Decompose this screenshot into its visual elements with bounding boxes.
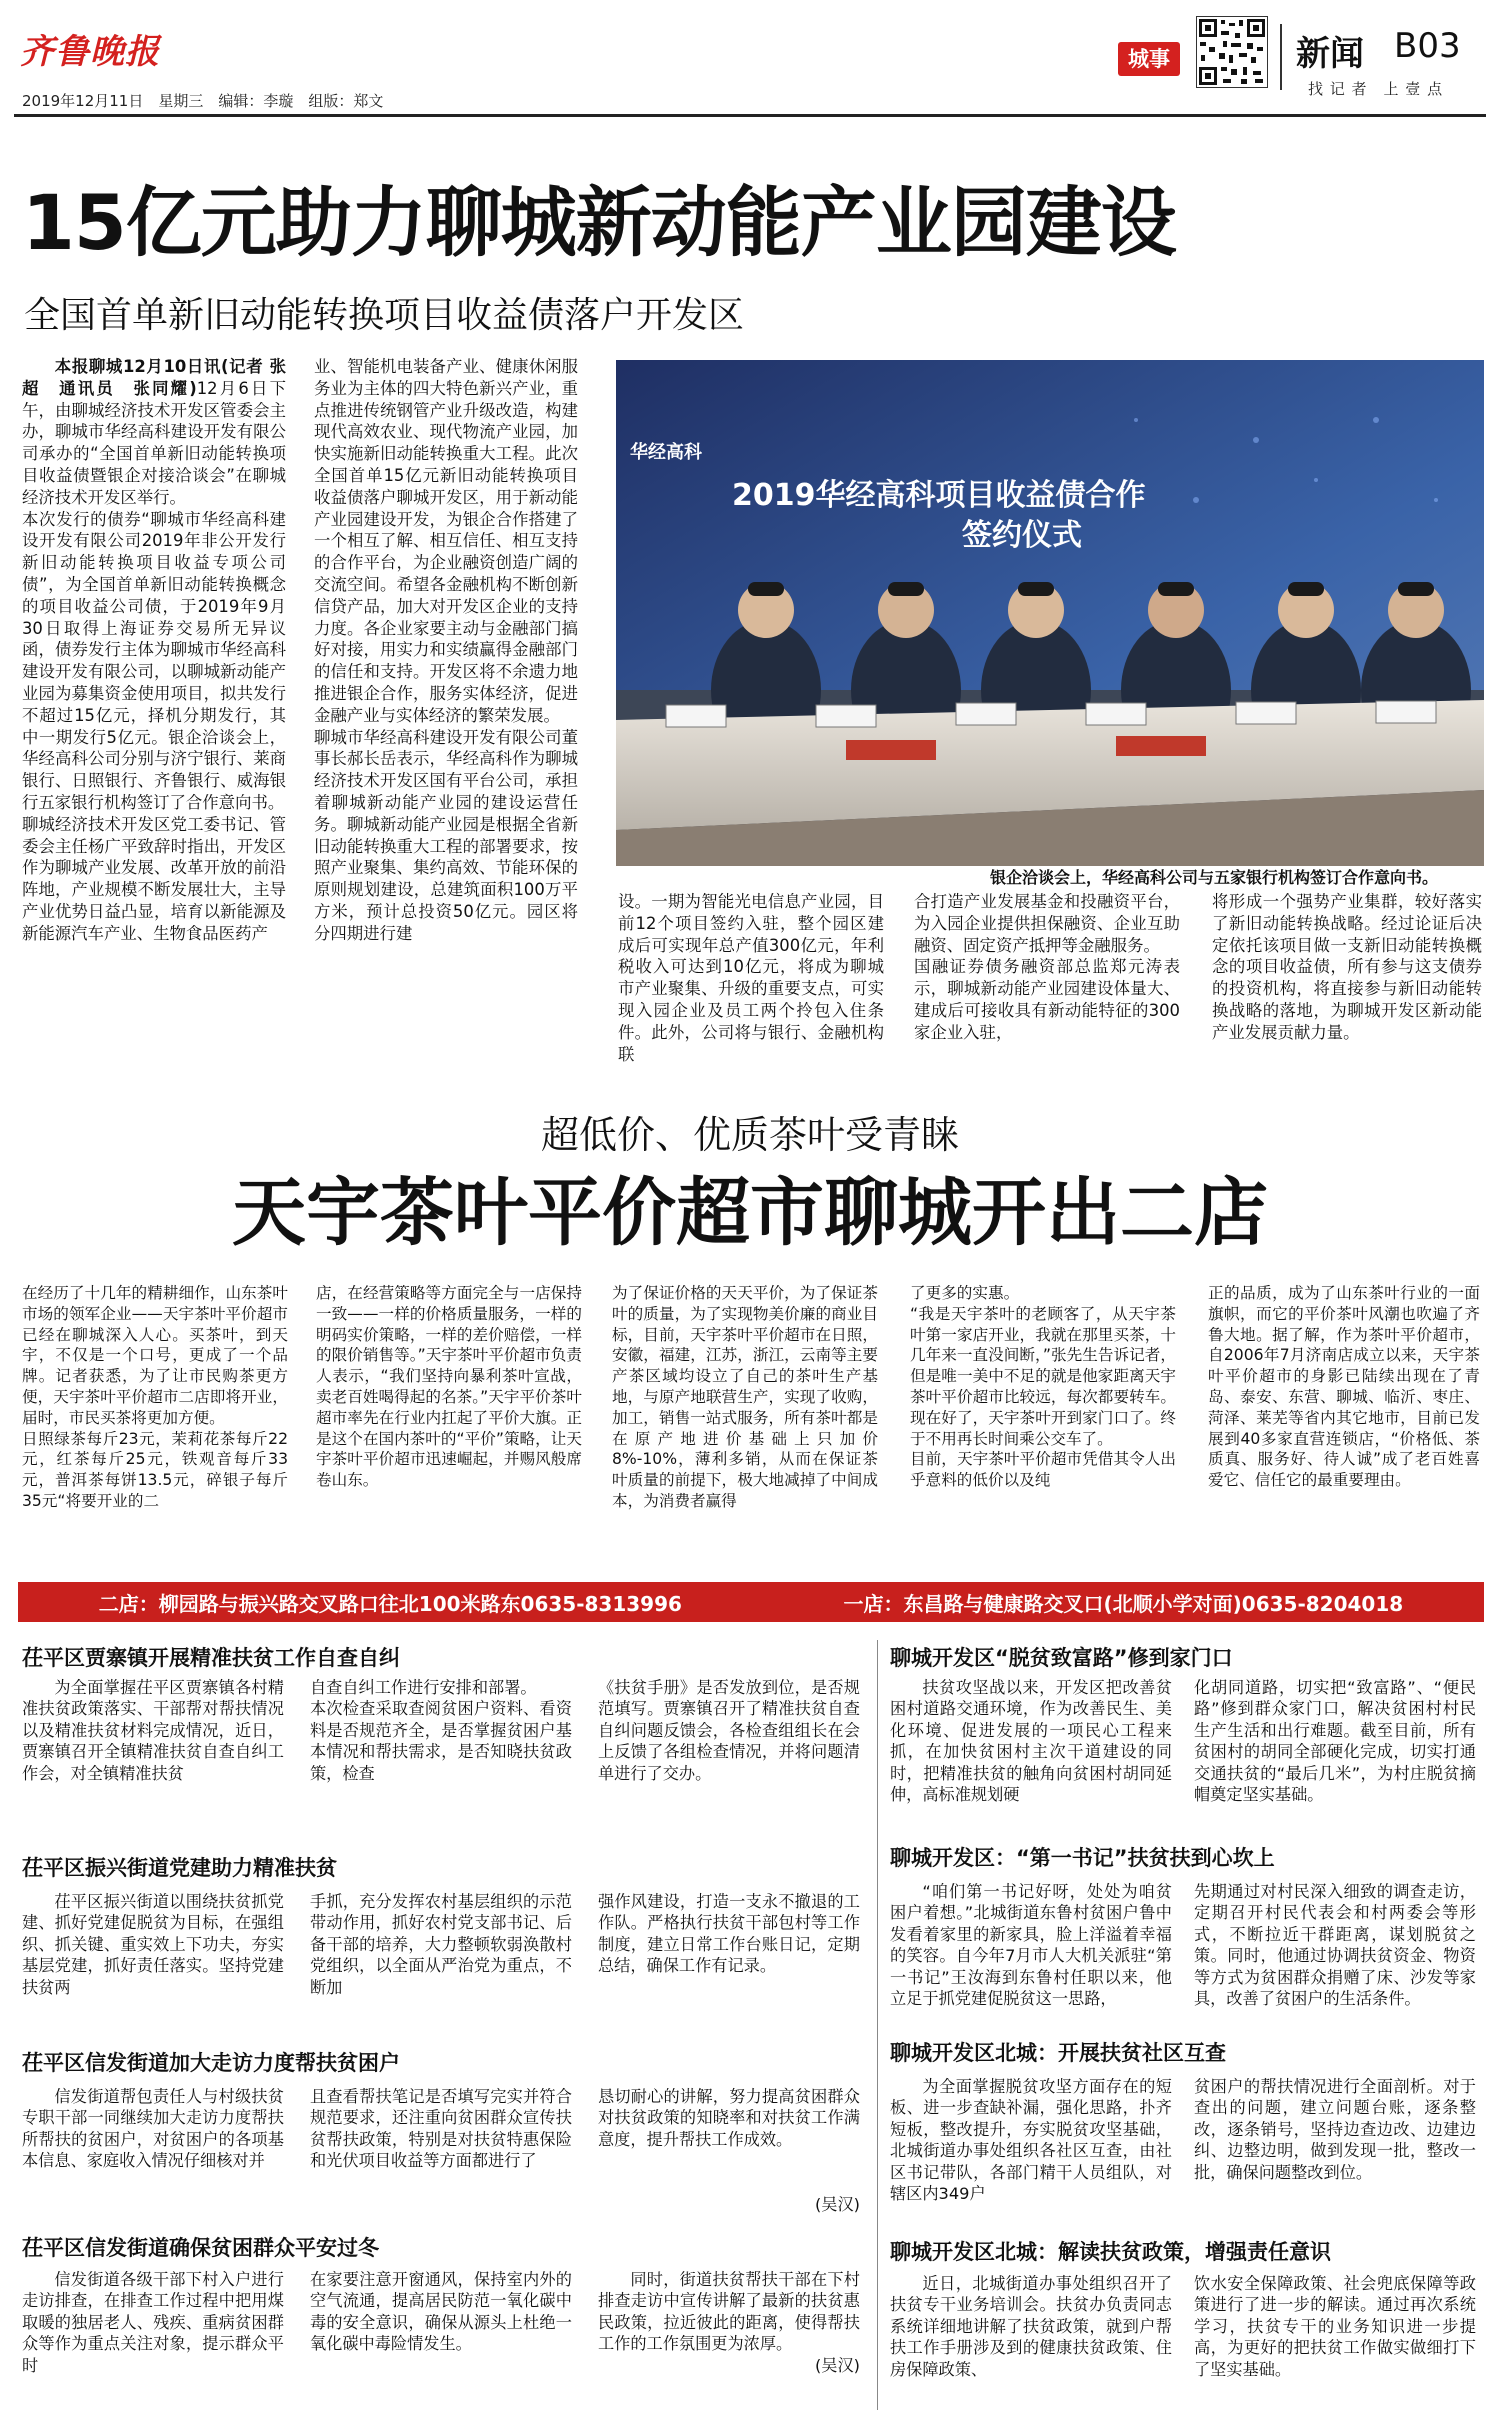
store-1-address: 一店：东昌路与健康路交叉口(北顺小学对面)0635-8204018: [843, 1591, 1404, 1616]
article1-col5: [1212, 891, 1482, 1085]
brief-col: 贫困户的帮扶情况进行全面剖析。对于查出的问题，建立问题台账，逐条整改，逐条销号，坚持边查边改、边建边纠、边整边明，做到发现一批，整改一批，确保问题整改到位。: [1194, 2077, 1476, 2182]
article1-lead: 本报聊城12月10日讯(记者 张超 通讯员 张同耀): [22, 357, 286, 398]
section-tag: 城事: [1118, 42, 1180, 76]
brief-col: 恳切耐心的讲解，努力提高贫困群众对扶贫政策的知晓率和对扶贫工作满意度，提升帮扶工作成效。: [598, 2087, 860, 2149]
brief-col: 扶贫攻坚战以来，开发区把改善贫困村道路交通环境，作为改善民生、美化环境、促进发展的一项民心工程来抓，在加快贫困村主次干道建设的同时，把精准扶贫的触角向贫困村胡同延伸，高标准规划硬: [890, 1678, 1172, 1805]
brief-title: 茌平区贾寨镇开展精准扶贫工作自查自纠: [22, 1646, 400, 1670]
section-title: 新闻: [1296, 34, 1364, 74]
brief-col: 为全面掌握茌平区贾寨镇各村精准扶贫政策落实、干部帮对帮扶情况以及精准扶贫材料完成情况，近日，贾寨镇召开全镇精准扶贫自查自纠工作会，对全镇精准扶贫: [22, 1678, 284, 1783]
brief-col: 为全面掌握脱贫攻坚方面存在的短板、进一步查缺补漏，强化思路，扑齐短板，整改提升，夯实脱贫攻坚基础，北城街道办事处组织各社区互查，由社区书记带队，各部门精干人员组队，对辖区内349户: [890, 2077, 1172, 2204]
article1-col2: [314, 356, 578, 1086]
brief-left-1: [22, 1643, 862, 1807]
article1-col1: [22, 356, 286, 1086]
brief-col: “咱们第一书记好呀，处处为咱贫困户着想。”北城街道东鲁村贫困户鲁中发看着家里的新家具，脸上洋溢着幸福的笑容。自今年7月市人大机关派驻“第一书记”王汝海到东鲁村任职以来，他立足于抓党建促脱贫这一思路，: [890, 1882, 1172, 2009]
brief-col: 先期通过对村民深入细致的调查走访，定期召开村民代表会和村两委会等形式，不断拉近干群距离，谋划脱贫之策。同时，他通过协调扶贫资金、物资等方式为贫困群众捐赠了床、沙发等家具，改善了贫困户的生活条件。: [1194, 1882, 1476, 2009]
brief-col: 手抓，充分发挥农村基层组织的示范带动作用，抓好农村党支部书记、后备干部的培养，大力整顿软弱涣散村党组织，以全面从严治党为重点，不断加: [310, 1892, 572, 1997]
article2-col3: [612, 1283, 878, 1575]
brief-right-2: [890, 1843, 1484, 2031]
photo-caption: 银企洽谈会上，华经高科公司与五家银行机构签订合作意向书。: [990, 868, 1439, 887]
byline: (吴汉): [814, 2195, 860, 2214]
brief-col: 信发街道帮包责任人与村级扶贫专职干部一同继续加大走访力度帮扶所帮扶的贫困户，对贫困户的各项基本信息、家庭收入情况仔细核对并: [22, 2087, 284, 2171]
byline: (吴汉): [814, 2356, 860, 2375]
article1-headline: 15亿元助力聊城新动能产业园建设: [22, 178, 1176, 267]
brief-col: 《扶贫手册》是否发放到位，是否规范填写。贾寨镇召开了精准扶贫自查自纠问题反馈会，各检查组组长在会上反馈了各组检查情况，并将问题清单进行了交办。: [598, 1678, 860, 1783]
brief-title: 茌平区信发街道加大走访力度帮扶贫困户: [22, 2051, 400, 2075]
article2-col4: [910, 1283, 1176, 1575]
brief-col: 在家要注意开窗通风，保持室内外的空气流通，提高居民防范一氧化碳中毒的安全意识，确保从源头上杜绝一氧化碳中毒险情发生。: [310, 2270, 572, 2354]
article2-col2-text: 店，在经营策略等方面完全与一店保持一致——一样的价格质量服务，一样的明码实价策略，一样的差价赔偿，一样的限价销售等。”天宇茶叶平价超市负责人表示，“我们坚持向暴利茶叶宣战，卖老百姓喝得起的名茶。”天宇平价茶叶超市率先在行业内扛起了平价大旗。正是这个在国内茶叶的“平价”策略，让天宇茶叶平价超市迅速崛起，并赐风般席卷山东。: [316, 1284, 582, 1490]
article1-photo: [616, 360, 1484, 866]
article2-col4-text: 了更多的实惠。 “我是天宇茶叶的老顾客了，从天宇茶叶第一家店开业，我就在那里买茶，十几年来一直没间断，”张先生告诉记者，但是唯一美中不足的就是他家距离天宇茶叶平价超市比较远，每次都要转车。现在好了，天宇茶叶开到家门口了。终于不用再长时间乘公交车了。 目前，天宇茶叶平价超市凭借其令人出乎意料的低价以及纯: [910, 1284, 1176, 1490]
photo-logo: 华经高科: [630, 442, 702, 463]
article1-col5-text: 将形成一个强势产业集群，较好落实了新旧动能转换战略。经过论证后决定依托该项目做一支新旧动能转换概念的项目收益债，所有参与这支债券的投资机构，将直接参与新旧动能转换战略的落地，为聊城开发区新动能产业发展贡献力量。: [1212, 892, 1482, 1042]
brief-left-3: [22, 2048, 862, 2216]
brief-title: 茌平区信发街道确保贫困群众平安过冬: [22, 2236, 379, 2260]
brief-col: 茌平区振兴街道以围绕扶贫抓党建、抓好党建促脱贫为目标，在强组织、抓关键、重实效上下功夫，夯实基层党建，抓好责任落实。坚持党建扶贫两: [22, 1892, 284, 1997]
brief-col: 自查自纠工作进行安排和部署。 本次检查采取查阅贫困户资料、看资料是否规范齐全，是否掌握贫困户基本情况和帮扶需求，是否知晓扶贫政策，检查: [310, 1678, 572, 1783]
brief-col: 饮水安全保障政策、社会兜底保障等政策进行了进一步的解读。通过再次系统学习，扶贫专干的业务知识进一步提高，为更好的把扶贫工作做实做细打下了坚实基础。: [1194, 2274, 1476, 2379]
article1-col2-text: 业、智能机电装备产业、健康休闲服务业为主体的四大特色新兴产业，重点推进传统钢管产业升级改造，构建现代高效农业、现代物流产业园，加快实施新旧动能转换重大工程。此次全国首单15亿元新旧动能转换项目收益债落户聊城开发区，用于新动能产业园建设开发，为银企合作搭建了一个相互了解、相互信任、相互支持的合作平台，为企业融资创造广阔的交流空间。希望各金融机构不断创新信贷产品，加大对开发区企业的支持力度。各企业家要主动与金融部门搞好对接，用实力和实绩赢得金融部门的信任和支持。开发区将不余遗力地推进银企合作，服务实体经济，促进金融产业与实体经济的繁荣发展。 聊城市华经高科建设开发有限公司董事长郝长岳表示，华经高科作为聊城经济技术开发区国有平台公司，承担着聊城新动能产业园的建设运营任务。聊城新动能产业园是根据全省新旧动能转换重大工程的部署要求，按照产业聚集、集约高效、节能环保的原则规划建设，总建筑面积100万平方米，预计总投资50亿元。园区将分四期进行建: [314, 357, 578, 943]
article1-col4-text: 合打造产业发展基金和投融资平台，为入园企业提供担保融资、企业互助融资、固定资产抵押等金融服务。 国融证券债务融资部总监郑元涛表示，聊城新动能产业园建设体量大、建成后可接收具有新动能特征的300家企业入驻，: [914, 892, 1180, 1042]
brief-left-4: [22, 2233, 862, 2399]
brief-title: 聊城开发区北城：解读扶贫政策，增强责任意识: [890, 2240, 1331, 2264]
article1-col4: [914, 891, 1180, 1085]
photo-banner-line2: 签约仪式: [962, 518, 1082, 553]
brief-col: 化胡同道路，切实把“致富路”、“便民路”修到群众家门口，解决贫困村村民生产生活和出行难题。截至目前，所有贫困村的胡同全部硬化完成，切实打通交通扶贫的“最后几米”，为村庄脱贫摘帽奠定坚实基础。: [1194, 1678, 1476, 1805]
article2-headline: 天宇茶叶平价超市聊城开出二店: [232, 1170, 1268, 1256]
brief-title: 聊城开发区北城：开展扶贫社区互查: [890, 2041, 1226, 2065]
article1-col1-text: 12月6日下午，由聊城经济技术开发区管委会主办，聊城市华经高科建设开发有限公司承办的“全国首单新旧动能转换项目收益债暨银企对接洽谈会”在聊城经济技术开发区举行。 本次发行的债券“聊城市华经高科建设开发有限公司2019年非公开发行新旧动能转换项目收益专项公司债”，为全国首单新旧动能转换概念的项目收益公司债，于2019年9月30日取得上海证券交易所无异议函，债券发行主体为聊城市华经高科建设开发有限公司，以聊城新动能产业园为募集资金使用项目，拟共发行不超过15亿元，择机分期发行，其中一期发行5亿元。银企洽谈会上，华经高科公司分别与济宁银行、莱商银行、日照银行、齐鲁银行、威海银行五家银行机构签订了合作意向书。 聊城经济技术开发区党工委书记、管委会主任杨广平致辞时指出，开发区作为聊城产业发展、改革开放的前沿阵地，产业规模不断发展壮大，主导产业优势日益凸显，培育以新能源及新能源汽车产业、生物食品医药产: [22, 378, 286, 943]
article2-col3-text: 为了保证价格的天天平价，为了保证茶叶的质量，为了实现物美价廉的商业目标，目前，天宇茶叶平价超市在日照，安徽，福建，江苏，浙江，云南等主要产茶区域均设立了自己的茶叶生产基地，与原产地联营生产，实现了收购，加工，销售一站式服务，所有茶叶都是在原产地进价基础上只加价8%-10%，薄利多销，从而在保证茶叶质量的前提下，极大地减掉了中间成本，为消费者赢得: [612, 1284, 878, 1510]
dateline: 2019年12月11日 星期三 编辑：李璇 组版：郑文: [22, 92, 384, 110]
page-number: B03: [1394, 26, 1461, 66]
store-address-banner: [18, 1582, 1484, 1622]
article2-col1: [22, 1283, 288, 1575]
article2-col5-text: 正的品质，成为了山东茶叶行业的一面旗帜，而它的平价茶叶风潮也吹遍了齐鲁大地。据了解，作为茶叶平价超市，自2006年7月济南店成立以来，天宇茶叶平价超市的身影已陆续出现在了青岛、泰安、东营、聊城、临沂、枣庄、菏泽、莱芜等省内其它地市，目前已发展到40多家直营连锁店，“价格低、茶质真、服务好、待人诚”成了老百姓喜爱它、信任它的最重要理由。: [1208, 1284, 1480, 1490]
store-2-address: 二店：柳园路与振兴路交叉路口往北100米路东0635-8313996: [98, 1591, 682, 1616]
article2-kicker: 超低价、优质茶叶受青睐: [540, 1113, 959, 1157]
brief-title: 聊城开发区：“第一书记”扶贫扶到心坎上: [890, 1846, 1275, 1870]
article1-col3: [618, 891, 884, 1085]
brief-title: 聊城开发区“脱贫致富路”修到家门口: [890, 1646, 1233, 1670]
qr-code-icon: [1196, 16, 1268, 88]
slogan: 找 记 者 上 壹 点: [1308, 80, 1444, 98]
brief-left-2: [22, 1853, 862, 2021]
brief-col: 同时，街道扶贫帮扶干部在下村排查走访中宣传讲解了最新的扶贫惠民政策，拉近彼此的距离，使得帮扶工作的工作氛围更为浓厚。: [598, 2270, 860, 2354]
photo-banner: 2019华经高科项目收益债合作: [732, 478, 1146, 513]
brief-right-1: [890, 1643, 1484, 1827]
brief-title: 茌平区振兴街道党建助力精准扶贫: [22, 1856, 337, 1880]
article1-col3-text: 设。一期为智能光电信息产业园，目前12个项目签约入驻，整个园区建成后可实现年总产值300亿元，年利税收入可达到10亿元，将成为聊城市产业聚集、升级的重要支点，可实现入园企业及员工两个拎包入住条件。此外，公司将与银行、金融机构联: [618, 892, 884, 1064]
column-divider: [877, 1640, 878, 2410]
paper-name: 齐鲁晚报: [20, 32, 160, 72]
article2-col5: [1208, 1283, 1480, 1575]
article2-col1-text: 在经历了十几年的精耕细作，山东茶叶市场的领军企业——天宇茶叶平价超市已经在聊城深入人心。买茶叶，到天宇，不仅是一个口号，更成了一个品牌。记者获悉，为了让市民购茶更方便，天宇茶叶平价超市二店即将开业，届时，市民买茶将更加方便。 日照绿茶每斤23元，茉莉花茶每斤22元，红茶每斤25元，铁观音每斤33元，普洱茶每饼13.5元，碎银子每斤35元“将要开业的二: [22, 1284, 288, 1510]
masthead-rule: [14, 114, 1486, 117]
brief-col: 信发街道各级干部下村入户进行走访排查，在排查工作过程中把用煤取暖的独居老人、残疾、重病贫困群众等作为重点关注对象，提示群众平时: [22, 2270, 284, 2375]
brief-right-3: [890, 2038, 1484, 2226]
brief-right-4: [890, 2237, 1484, 2403]
article2-col2: [316, 1283, 582, 1575]
brief-col: 近日，北城街道办事处组织召开了扶贫专干业务培训会。扶贫办负责同志系统详细地讲解了扶贫政策，就到户帮扶工作手册涉及到的健康扶贫政策、住房保障政策、: [890, 2274, 1172, 2379]
masthead: [0, 0, 1500, 110]
brief-col: 强作风建设，打造一支永不撤退的工作队。严格执行扶贫干部包村等工作制度，建立日常工作台账日记，定期总结，确保工作有记录。: [598, 1892, 860, 1976]
article1-subhead: 全国首单新旧动能转换项目收益债落户开发区: [24, 295, 745, 336]
brief-col: 且查看帮扶笔记是否填写完实并符合规范要求，还注重向贫困群众宣传扶贫帮扶政策，特别是对扶贫特惠保险和光伏项目收益等方面都进行了: [310, 2087, 572, 2171]
